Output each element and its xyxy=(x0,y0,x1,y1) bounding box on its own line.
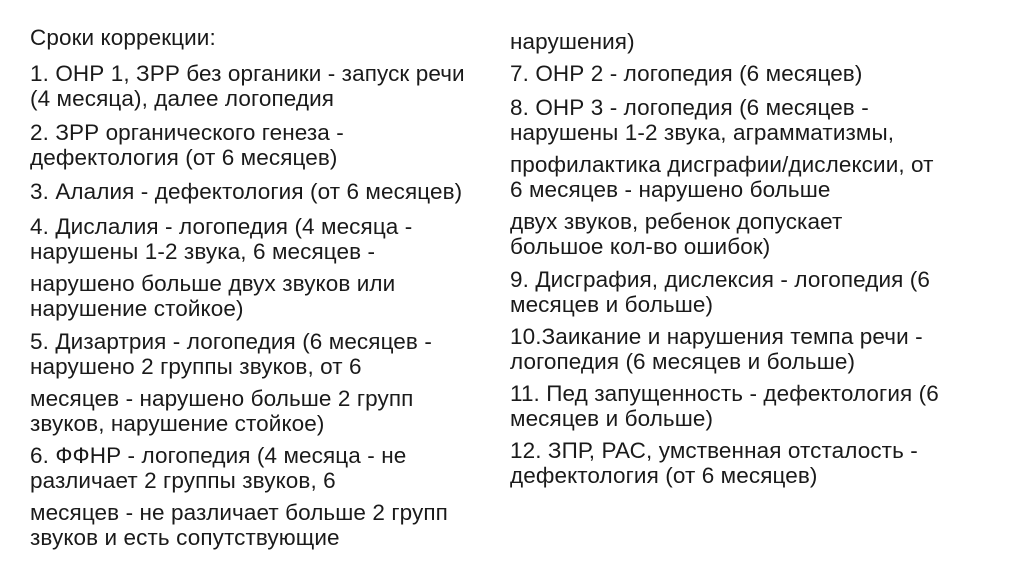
heading: Сроки коррекции: xyxy=(30,25,216,50)
text-line: 12. ЗПР, РАС, умственная отсталость - xyxy=(510,438,918,463)
text-line: месяцев и больше) xyxy=(510,406,714,431)
text-line: нарушено больше двух звуков или xyxy=(30,271,396,296)
text-line: 3. Алалия - дефектология (от 6 месяцев) xyxy=(30,179,463,204)
text-line: (4 месяца), далее логопедия xyxy=(30,86,335,111)
text-line: 6 месяцев - нарушено больше xyxy=(510,177,831,202)
text-line: дефектология (от 6 месяцев) xyxy=(510,463,818,488)
text-line: звуков, нарушение стойкое) xyxy=(30,411,325,436)
text-line: 1. ОНР 1, ЗРР без органики - запуск речи xyxy=(30,61,465,86)
text-line: профилактика дисграфии/дислексии, от xyxy=(510,152,934,177)
text-line: нарушены 1-2 звука, 6 месяцев - xyxy=(30,239,376,264)
text-line: различает 2 группы звуков, 6 xyxy=(30,468,336,493)
text-line: нарушены 1-2 звука, аграмматизмы, xyxy=(510,120,895,145)
text-line: месяцев и больше) xyxy=(510,292,714,317)
text-line: двух звуков, ребенок допускает xyxy=(510,209,843,234)
text-line: 5. Дизартрия - логопедия (6 месяцев - xyxy=(30,329,432,354)
text-line: 10.Заикание и нарушения темпа речи - xyxy=(510,324,923,349)
text-line: логопедия (6 месяцев и больше) xyxy=(510,349,856,374)
text-line: 11. Пед запущенность - дефектология (6 xyxy=(510,381,939,406)
text-line: 9. Дисграфия, дислексия - логопедия (6 xyxy=(510,267,931,292)
text-line: большое кол-во ошибок) xyxy=(510,234,771,259)
text-line: нарушено 2 группы звуков, от 6 xyxy=(30,354,362,379)
text-line: нарушения) xyxy=(510,29,635,54)
text-line: 8. ОНР 3 - логопедия (6 месяцев - xyxy=(510,95,869,120)
text-line: 7. ОНР 2 - логопедия (6 месяцев) xyxy=(510,61,863,86)
text-line: звуков и есть сопутствующие xyxy=(30,525,340,550)
text-line: 2. ЗРР органического генеза - xyxy=(30,120,344,145)
text-line: 6. ФФНР - логопедия (4 месяца - не xyxy=(30,443,407,468)
text-line: нарушение стойкое) xyxy=(30,296,244,321)
text-line: месяцев - нарушено больше 2 групп xyxy=(30,386,414,411)
text-line: 4. Дислалия - логопедия (4 месяца - xyxy=(30,214,413,239)
text-line: месяцев - не различает больше 2 групп xyxy=(30,500,448,525)
text-line: дефектология (от 6 месяцев) xyxy=(30,145,338,170)
